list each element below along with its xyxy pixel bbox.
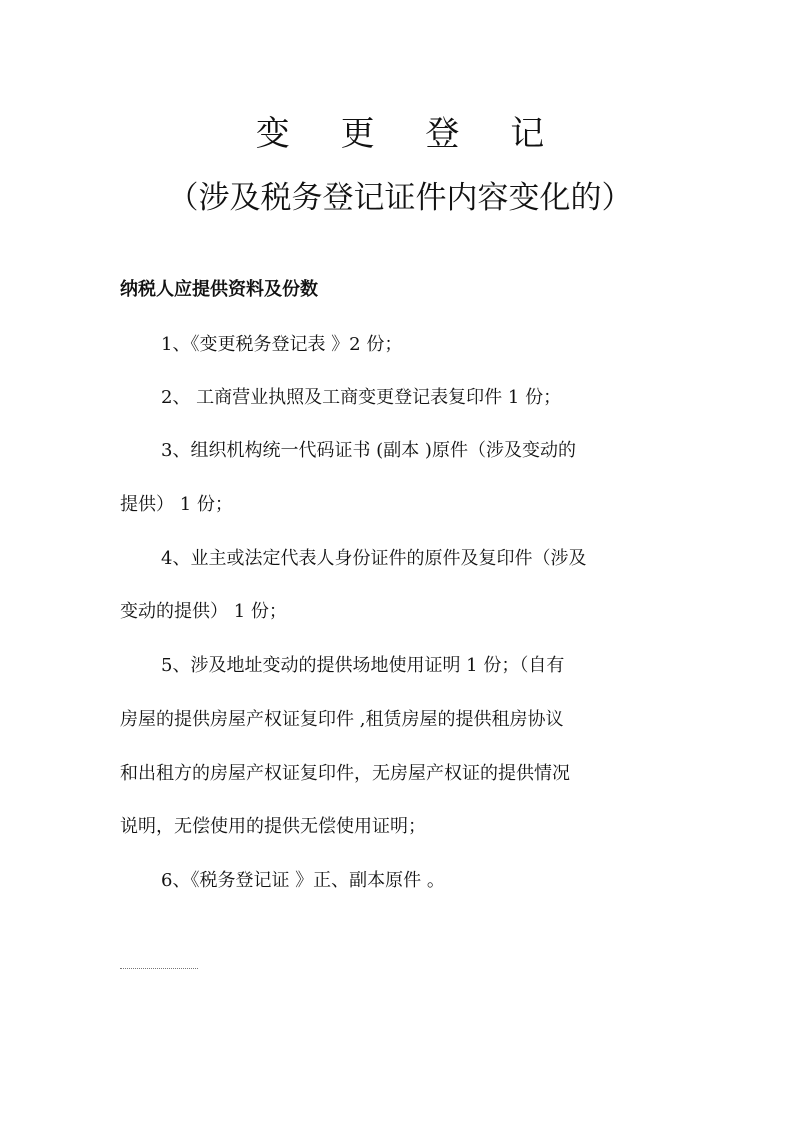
item-4-line-2: 变动的提供） 1 份；: [120, 601, 287, 622]
footnote-divider: [120, 968, 198, 969]
section-heading: 纳税人应提供资料及份数: [120, 279, 318, 300]
item-1-line-1: 1、《变更税务登记表 》2 份；: [161, 334, 403, 355]
item-4-line-1: 4、业主或法定代表人身份证件的原件及复印件（涉及: [161, 548, 587, 569]
item-5-line-3: 和出租方的房屋产权证复印件，无房屋产权证的提供情况: [120, 763, 570, 784]
item-6-line-1: 6、《税务登记证 》正、副本原件 。: [161, 870, 445, 891]
item-5-line-1: 5、涉及地址变动的提供场地使用证明 1 份；（自有: [161, 655, 565, 676]
item-3-line-1: 3、组织机构统一代码证书 (副本 )原件（涉及变动的: [161, 440, 576, 461]
item-5-line-4: 说明，无偿使用的提供无偿使用证明；: [120, 816, 426, 837]
page-title: 变 更 登 记: [255, 114, 565, 154]
item-2-line-1: 2、 工商营业执照及工商变更登记表复印件 1 份；: [161, 387, 562, 408]
item-3-line-2: 提供） 1 份；: [120, 494, 233, 515]
item-5-line-2: 房屋的提供房屋产权证复印件 ,租赁房屋的提供租房协议: [120, 709, 564, 730]
page-subtitle: （涉及税务登记证件内容变化的）: [167, 180, 633, 216]
